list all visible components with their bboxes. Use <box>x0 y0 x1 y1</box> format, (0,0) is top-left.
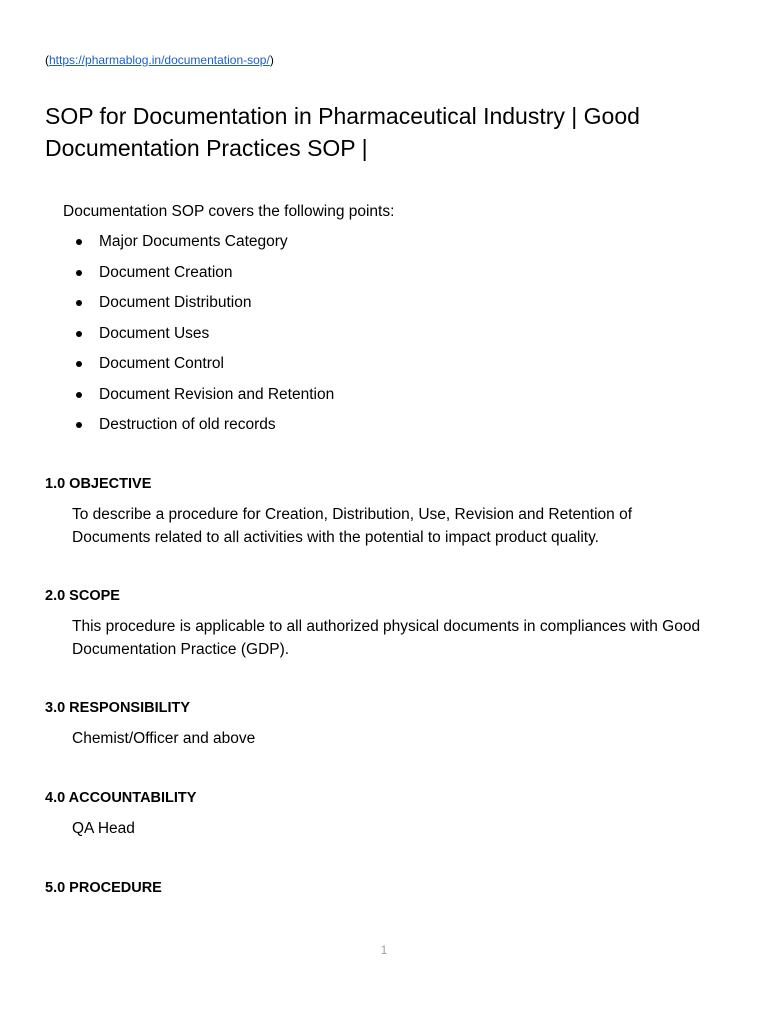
list-item-label: Major Documents Category <box>99 233 288 250</box>
responsibility-text: Chemist/Officer and above <box>72 730 256 747</box>
responsibility-heading: 3.0 RESPONSIBILITY <box>45 700 191 716</box>
list-item-label: Document Creation <box>99 263 233 281</box>
source-open-paren: ( <box>45 53 49 67</box>
list-item <box>63 232 334 263</box>
procedure-heading: 5.0 PROCEDURE <box>45 880 162 896</box>
bullet-icon <box>76 422 82 428</box>
list-item-label: Destruction of old records <box>99 416 276 433</box>
objective-text: To describe a procedure for Creation, Distribution, Use, Revision and Retention of Documents related to all activities with the potential to impact product quality. <box>72 506 633 546</box>
scope-heading: 2.0 SCOPE <box>45 588 120 604</box>
list-item <box>63 293 334 324</box>
bullet-icon <box>76 270 82 276</box>
list-item-label: Document Revision and Retention <box>99 385 335 403</box>
list-item-label: Document Control <box>99 355 224 372</box>
bullet-icon <box>76 392 82 398</box>
list-item <box>63 385 334 416</box>
list-item <box>63 354 334 385</box>
bullet-icon <box>76 331 82 337</box>
accountability-text: QA Head <box>72 820 135 837</box>
list-item <box>63 263 334 294</box>
source-close-paren: ) <box>269 53 274 67</box>
source-line <box>45 52 274 68</box>
page-number: 1 <box>380 943 388 957</box>
bullet-icon <box>76 361 82 367</box>
bullet-icon <box>76 239 82 245</box>
scope-text: This procedure is applicable to all authorized physical documents in compliances with Good Documentation Practice (GDP). <box>72 618 701 658</box>
document-title: SOP for Documentation in Pharmaceutical Industry | Good Documentation Practices SOP | <box>45 103 640 161</box>
points-list <box>63 232 334 446</box>
list-item-label: Document Uses <box>99 324 210 342</box>
list-item <box>63 415 334 446</box>
list-item <box>63 324 334 355</box>
list-item-label: Document Distribution <box>99 294 252 311</box>
objective-heading: 1.0 OBJECTIVE <box>45 476 152 492</box>
bullet-icon <box>76 300 82 306</box>
source-link[interactable]: https://pharmablog.in/documentation-sop/ <box>49 53 270 67</box>
intro-text: Documentation SOP covers the following points: <box>63 203 395 220</box>
accountability-heading: 4.0 ACCOUNTABILITY <box>45 790 197 806</box>
